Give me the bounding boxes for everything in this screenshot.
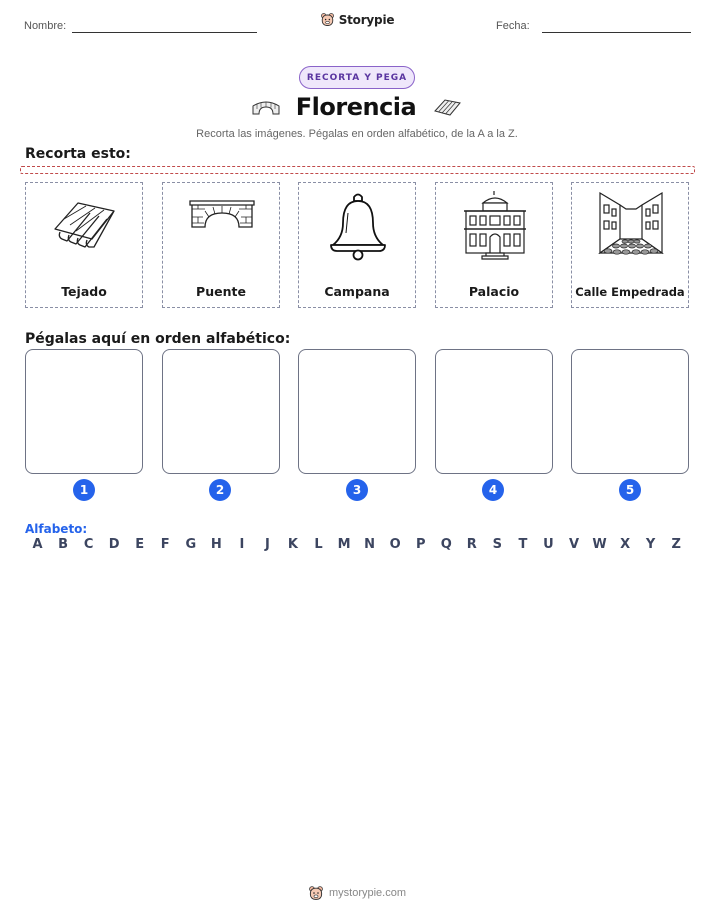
alphabet-letter: G bbox=[185, 537, 197, 552]
title-row bbox=[0, 93, 714, 121]
alphabet-letter: D bbox=[108, 537, 120, 552]
alphabet-letter: R bbox=[466, 537, 477, 552]
alphabet-letter: I bbox=[239, 537, 245, 552]
number-badge-2: 2 bbox=[209, 479, 231, 501]
alphabet-letter: T bbox=[518, 537, 528, 552]
alphabet-letter: K bbox=[287, 537, 298, 552]
cobblestone-street-icon bbox=[596, 189, 666, 265]
alphabet-letter: O bbox=[389, 537, 401, 552]
cut-card-campana[interactable] bbox=[298, 182, 416, 308]
cut-card-label: Puente bbox=[196, 284, 246, 299]
brand-name: Storypie bbox=[338, 12, 395, 27]
alphabet-letter: Z bbox=[671, 537, 681, 552]
paste-box-4[interactable] bbox=[435, 349, 553, 474]
alphabet-row bbox=[25, 537, 689, 552]
alphabet-letter: V bbox=[568, 537, 580, 552]
alphabet-letter: U bbox=[543, 537, 554, 552]
paste-box-1[interactable] bbox=[25, 349, 143, 474]
cut-card-label: Palacio bbox=[468, 284, 520, 299]
alphabet-letter: F bbox=[160, 537, 170, 552]
paste-box-5[interactable] bbox=[571, 349, 689, 474]
bear-logo-icon bbox=[308, 885, 324, 901]
number-badge-3: 3 bbox=[346, 479, 368, 501]
instructions: Recorta las imágenes. Pégalas en orden alfabético, de la A a la Z. bbox=[196, 128, 518, 140]
page-title: Florencia bbox=[295, 93, 417, 121]
alphabet-letter: C bbox=[83, 537, 94, 552]
name-label: Nombre: bbox=[24, 20, 67, 32]
cut-line bbox=[20, 166, 695, 174]
cut-card-palacio[interactable] bbox=[435, 182, 553, 308]
alphabet-letter: W bbox=[592, 537, 607, 552]
bear-logo-icon bbox=[320, 12, 335, 27]
alphabet-heading: Alfabeto: bbox=[25, 522, 88, 536]
cut-card-puente[interactable] bbox=[162, 182, 280, 308]
cut-card-label: Calle Empedrada bbox=[575, 285, 685, 299]
cut-section-heading: Recorta esto: bbox=[25, 146, 131, 162]
alphabet-letter: S bbox=[492, 537, 503, 552]
palace-icon bbox=[460, 189, 530, 265]
alphabet-letter: J bbox=[265, 537, 270, 552]
alphabet-letter: Q bbox=[440, 537, 452, 552]
footer-site-link[interactable]: mystorypie.com bbox=[328, 887, 407, 899]
cut-card-label: Campana bbox=[324, 284, 390, 299]
number-badge-5: 5 bbox=[619, 479, 641, 501]
roof-tiles-icon bbox=[50, 189, 120, 265]
cut-card-calle-empedrada[interactable] bbox=[571, 182, 689, 308]
bridge-icon bbox=[252, 99, 280, 115]
date-line[interactable] bbox=[542, 32, 691, 33]
alphabet-letter: Y bbox=[645, 537, 656, 552]
date-label: Fecha: bbox=[496, 20, 530, 32]
activity-badge: RECORTA Y PEGA bbox=[299, 66, 415, 89]
brand-logo bbox=[0, 12, 714, 27]
alphabet-letter: E bbox=[135, 537, 145, 552]
paste-section-heading: Pégalas aquí en orden alfabético: bbox=[25, 331, 291, 347]
bell-icon bbox=[323, 189, 393, 265]
footer bbox=[0, 885, 714, 901]
name-line[interactable] bbox=[72, 32, 257, 33]
alphabet-letter: A bbox=[32, 537, 43, 552]
alphabet-letter: X bbox=[620, 537, 631, 552]
paste-box-2[interactable] bbox=[162, 349, 280, 474]
number-badge-4: 4 bbox=[482, 479, 504, 501]
cut-card-tejado[interactable] bbox=[25, 182, 143, 308]
alphabet-letter: L bbox=[314, 537, 323, 552]
cut-card-label: Tejado bbox=[61, 284, 107, 299]
number-badge-1: 1 bbox=[73, 479, 95, 501]
alphabet-letter: P bbox=[415, 537, 426, 552]
roof-tiles-icon bbox=[432, 97, 462, 117]
alphabet-letter: H bbox=[210, 537, 222, 552]
bridge-icon bbox=[187, 189, 257, 265]
alphabet-letter: N bbox=[364, 537, 376, 552]
alphabet-letter: M bbox=[337, 537, 351, 552]
alphabet-letter: B bbox=[58, 537, 68, 552]
paste-box-3[interactable] bbox=[298, 349, 416, 474]
